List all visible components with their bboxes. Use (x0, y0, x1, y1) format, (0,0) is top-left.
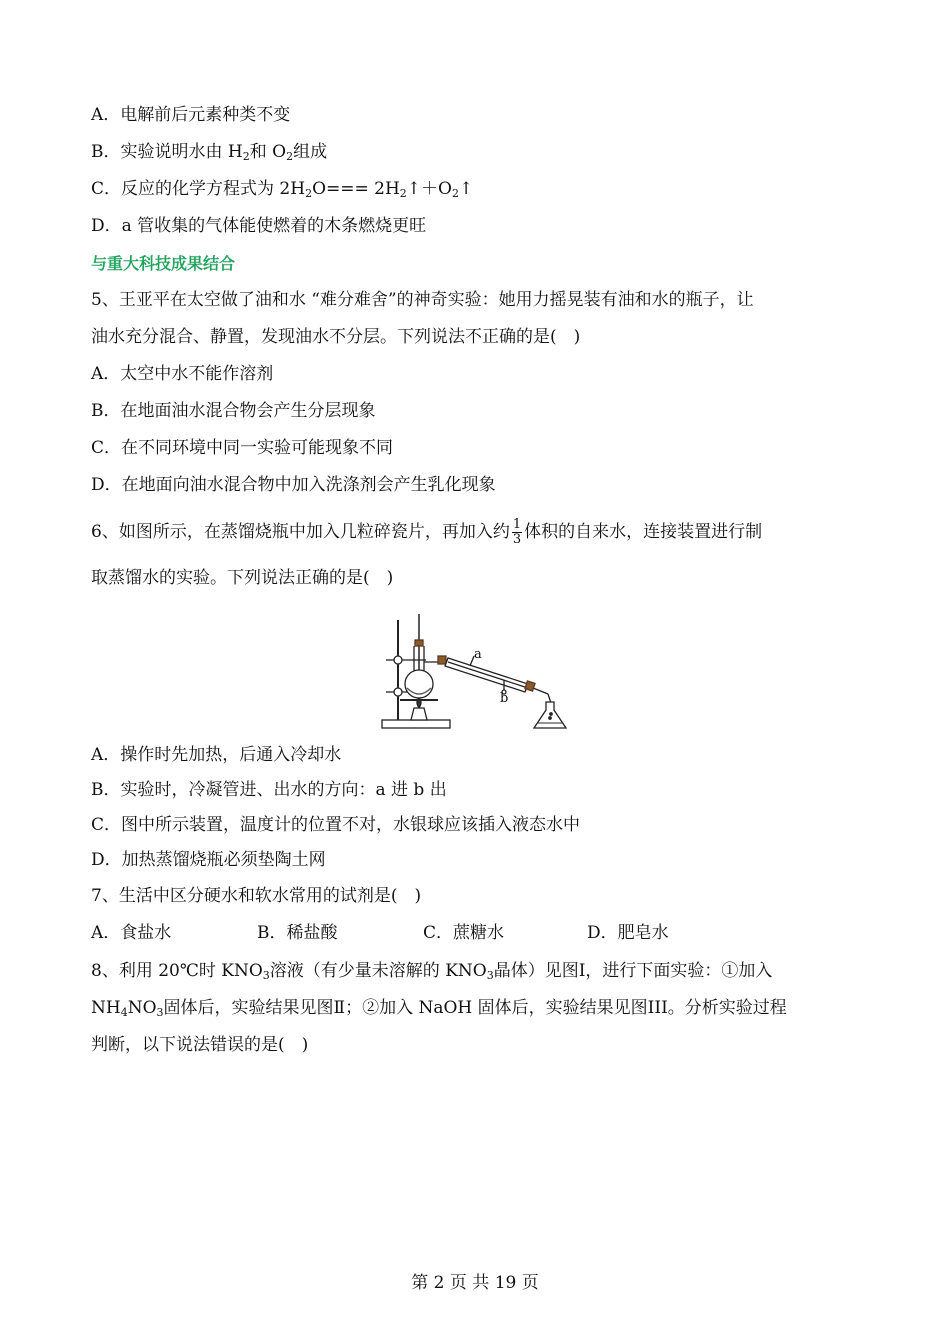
label-b: b (500, 691, 509, 706)
q5-option-d: D．在地面向油水混合物中加入洗涤剂会产生乳化现象 (91, 475, 496, 495)
q7-option-d: D．肥皂水 (587, 923, 669, 943)
q4-option-a: A．电解前后元素种类不变 (91, 105, 291, 125)
q5-option-b: B．在地面油水混合物会产生分层现象 (91, 401, 376, 421)
q4-option-b: B．实验说明水由 $H_2$和 $O_2$组成 (91, 142, 328, 163)
q6-stem-line1: 6、如图所示，在蒸馏烧瓶中加入几粒碎瓷片，再加入约 $\frac{1}{3}$ 体积的自来水，连接装置进行制 (91, 517, 763, 547)
q7-option-a: A．食盐水 (91, 923, 172, 943)
q5-stem-line1: 5、王亚平在太空做了油和水 “难分难舍”的神奇实验：她用力摇晃装有油和水的瓶子，让 (91, 290, 754, 310)
q6-stem-line2: 取蒸馏水的实验。下列说法正确的是( ) (91, 568, 394, 588)
fraction-one-third: $\frac{1}{3}$ (512, 517, 522, 547)
q8-stem-line2: $NH_4NO_3$固体后，实验结果见图Ⅱ；②加入 NaOH 固体后，实验结果见图III。分析实验过程 (91, 998, 787, 1019)
q6-option-b: B．实验时，冷凝管进、出水的方向：a 进 b 出 (91, 780, 447, 800)
q5-option-a: A．太空中水不能作溶剂 (91, 364, 274, 384)
q5-option-c: C．在不同环境中同一实验可能现象不同 (91, 438, 394, 458)
q4-option-d: D．a 管收集的气体能使燃着的木条燃烧更旺 (91, 216, 427, 236)
page-footer: 第 2 页 共 19 页 (411, 1273, 539, 1293)
q8-stem-line3: 判断，以下说法错误的是( ) (91, 1035, 309, 1055)
q6-option-a: A．操作时先加热，后通入冷却水 (91, 745, 342, 765)
q7-option-b: B．稀盐酸 (257, 923, 338, 943)
q8-stem-line1: 8、利用 20℃时 $KNO_3$溶液（有少量未溶解的 $KNO_3$晶体）见图Ⅰ，进行下面实验：①加入 (91, 961, 773, 982)
q7-stem: 7、生活中区分硬水和软水常用的试剂是( ) (91, 886, 422, 906)
q5-stem-line2: 油水充分混合、静置，发现油水不分层。下列说法不正确的是( ) (91, 327, 581, 347)
q4-option-c: C．反应的化学方程式为 $2H_2O===$ $2H_2↑+O_2↑$ (91, 179, 474, 200)
label-a: a (474, 647, 482, 662)
q7-option-c: C．蔗糖水 (423, 923, 505, 943)
q7-options (91, 922, 669, 944)
section-heading: 与重大科技成果结合 (91, 254, 236, 273)
distillation-apparatus-figure (378, 610, 578, 734)
q6-option-c: C．图中所示装置，温度计的位置不对，水银球应该插入液态水中 (91, 815, 581, 835)
q6-option-d: D．加热蒸馏烧瓶必须垫陶土网 (91, 850, 326, 870)
